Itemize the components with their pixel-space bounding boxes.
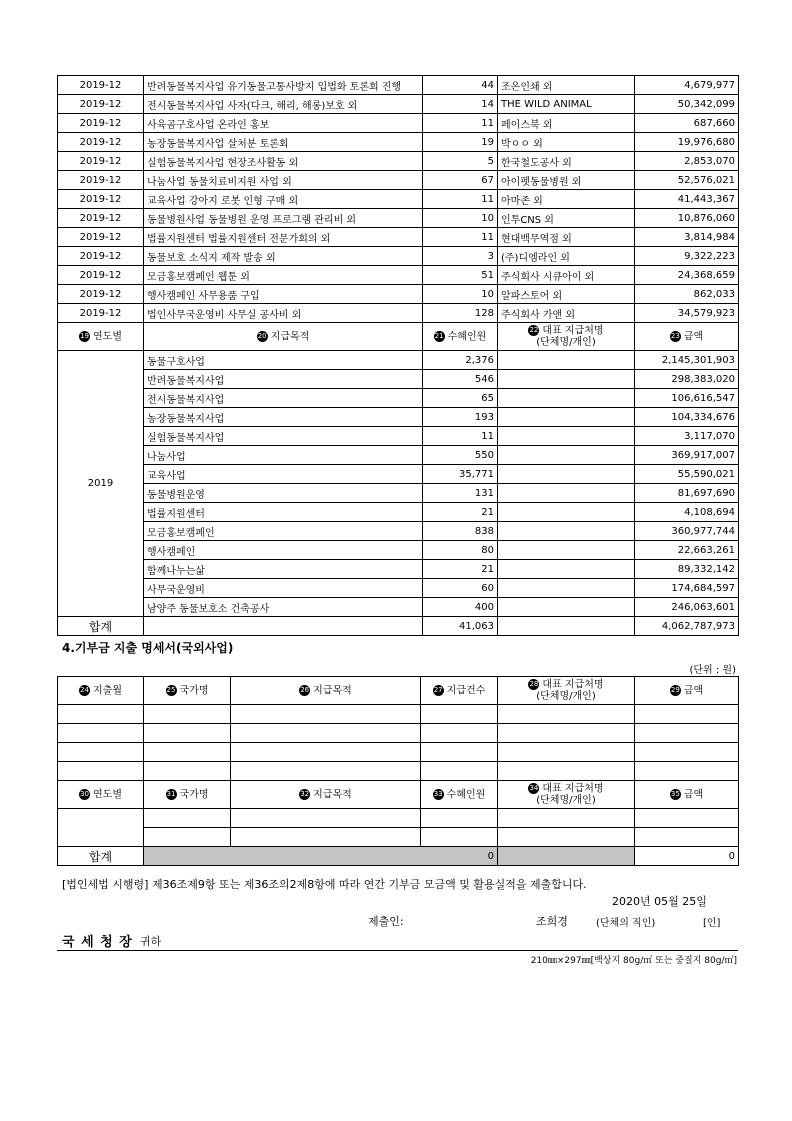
number-badge: 25 xyxy=(166,685,176,694)
domestic-expense-table xyxy=(57,75,739,636)
purpose-cell: 법인사무국운영비 사무실 공사비 외 xyxy=(144,304,423,323)
count-cell: 65 xyxy=(423,389,498,408)
payee-header: 34 대표 지급처명 (단체명/개인) xyxy=(498,781,635,809)
number-badge: 33 xyxy=(433,789,443,798)
purpose-cell: 전시동물복지사업 사자(다크, 해리, 해롱)보호 외 xyxy=(144,95,423,114)
table-row xyxy=(58,304,739,323)
payee-cell: 아이펫동물병원 외 xyxy=(498,171,635,190)
total-amount: 4,062,787,973 xyxy=(635,617,739,636)
month-cell: 2019-12 xyxy=(58,171,144,190)
month-cell: 2019-12 xyxy=(58,228,144,247)
table-row xyxy=(58,408,739,427)
number-badge: 23 xyxy=(670,331,680,340)
purpose-cell: 나눔사업 동물치료비지원 사업 외 xyxy=(144,171,423,190)
table-row xyxy=(58,76,739,95)
empty-row xyxy=(58,705,739,724)
amount-cell: 106,616,547 xyxy=(635,389,739,408)
count-cell: 550 xyxy=(423,446,498,465)
table-row xyxy=(58,427,739,446)
count-cell: 11 xyxy=(423,190,498,209)
section-title: 4.기부금 지출 명세서(국외사업) xyxy=(62,641,234,655)
count-cell: 21 xyxy=(423,503,498,522)
submitter-role: (단체의 직인) xyxy=(596,918,656,929)
count-cell: 35,771 xyxy=(423,465,498,484)
empty-row xyxy=(58,762,739,781)
number-badge: 19 xyxy=(80,331,89,340)
payee-cell xyxy=(498,408,635,427)
total-count: 41,063 xyxy=(423,617,498,636)
table-row xyxy=(58,285,739,304)
count-cell: 5 xyxy=(423,152,498,171)
amount-header: 35 금액 xyxy=(635,781,739,809)
table-row xyxy=(58,247,739,266)
amount-cell: 687,660 xyxy=(635,114,739,133)
year-header-row xyxy=(58,781,739,809)
paper-spec: 210㎜×297㎜[백상지 80g/㎡ 또는 중질지 80g/㎡] xyxy=(530,956,737,966)
total-row xyxy=(58,847,739,866)
month-cell: 2019-12 xyxy=(58,114,144,133)
purpose-cell: 농장동물복지사업 xyxy=(144,408,423,427)
payee-header: 28 대표 지급처명 (단체명/개인) xyxy=(498,677,635,705)
amount-cell: 34,579,923 xyxy=(635,304,739,323)
payee-cell: 주식회사 시큐아이 외 xyxy=(498,266,635,285)
amount-cell: 50,342,099 xyxy=(635,95,739,114)
count-cell: 131 xyxy=(423,484,498,503)
count-cell: 128 xyxy=(423,304,498,323)
table-row xyxy=(58,446,739,465)
count-cell: 14 xyxy=(423,95,498,114)
amount-cell: 9,322,223 xyxy=(635,247,739,266)
count-cell: 51 xyxy=(423,266,498,285)
submission-date: 2020년 05월 25일 xyxy=(612,895,707,908)
month-cell: 2019-12 xyxy=(58,304,144,323)
purpose-cell: 나눔사업 xyxy=(144,446,423,465)
seal-mark: [인] xyxy=(703,918,721,929)
honorific: 귀하 xyxy=(140,935,162,948)
purpose-cell: 교육사업 xyxy=(144,465,423,484)
submitter-label: 제출인: xyxy=(368,915,404,928)
amount-cell: 174,684,597 xyxy=(635,579,739,598)
payee-cell: 한국철도공사 외 xyxy=(498,152,635,171)
count-cell: 21 xyxy=(423,560,498,579)
purpose-cell: 법률지원센터 xyxy=(144,503,423,522)
payee-header: 22 대표 지급처명 (단체명/개인) xyxy=(498,323,635,351)
count-cell: 838 xyxy=(423,522,498,541)
month-cell: 2019-12 xyxy=(58,266,144,285)
purpose-cell: 동물보호 소식지 제작 발송 외 xyxy=(144,247,423,266)
table-row xyxy=(58,503,739,522)
empty-row xyxy=(58,743,739,762)
payee-cell: 현대백무역점 외 xyxy=(498,228,635,247)
purpose-cell: 사무국운영비 xyxy=(144,579,423,598)
table-row xyxy=(58,209,739,228)
month-header: 24 지출월 xyxy=(58,677,144,705)
total-amount: 0 xyxy=(635,847,739,866)
purpose-cell: 남양주 동물보호소 건축공사 xyxy=(144,598,423,617)
purpose-cell: 반려동물복지사업 유기동물고통사방지 입법화 토론회 진행 xyxy=(144,76,423,95)
amount-cell: 22,663,261 xyxy=(635,541,739,560)
country-header: 25 국가명 xyxy=(144,677,231,705)
table-row xyxy=(58,171,739,190)
table-row xyxy=(58,389,739,408)
purpose-cell: 행사캠페인 사무용품 구입 xyxy=(144,285,423,304)
legal-statement: [법인세법 시행령] 제36조제9항 또는 제36조의2제8항에 따라 연간 기부금 모금액 및 활용실적을 제출합니다. xyxy=(62,878,587,891)
count-cell: 19 xyxy=(423,133,498,152)
number-badge: 27 xyxy=(433,685,443,694)
amount-cell: 24,368,659 xyxy=(635,266,739,285)
table-row xyxy=(58,114,739,133)
amount-cell: 3,814,984 xyxy=(635,228,739,247)
country-header: 31 국가명 xyxy=(144,781,231,809)
count-cell: 400 xyxy=(423,598,498,617)
month-cell: 2019-12 xyxy=(58,209,144,228)
amount-header: 23 금액 xyxy=(635,323,739,351)
purpose-cell: 사육곰구호사업 온라인 홍보 xyxy=(144,114,423,133)
number-badge: 31 xyxy=(166,789,176,798)
table-row xyxy=(58,484,739,503)
number-badge: 21 xyxy=(434,331,444,340)
purpose-header: 20 지급목적 xyxy=(144,323,423,351)
payee-cell xyxy=(498,598,635,617)
beneficiaries-header: 33 수혜인원 xyxy=(421,781,498,809)
purpose-cell: 실험동물복지사업 현장조사활동 외 xyxy=(144,152,423,171)
count-cell: 44 xyxy=(423,76,498,95)
unit-label: (단위 : 원) xyxy=(689,665,736,676)
table-row xyxy=(58,152,739,171)
number-badge: 26 xyxy=(300,685,310,694)
number-badge: 34 xyxy=(529,784,539,793)
amount-cell: 862,033 xyxy=(635,285,739,304)
payee-cell: 인투CNS 외 xyxy=(498,209,635,228)
payee-cell xyxy=(498,370,635,389)
count-cell: 193 xyxy=(423,408,498,427)
amount-cell: 52,576,021 xyxy=(635,171,739,190)
table-row xyxy=(58,95,739,114)
table-row xyxy=(58,541,739,560)
payee-cell xyxy=(498,541,635,560)
purpose-cell: 모금홍보캠페인 xyxy=(144,522,423,541)
month-cell: 2019-12 xyxy=(58,190,144,209)
number-badge: 35 xyxy=(670,789,680,798)
year-header: 30 연도별 xyxy=(58,781,144,809)
payee-cell xyxy=(498,446,635,465)
payee-cell xyxy=(498,427,635,446)
table-row xyxy=(58,133,739,152)
amount-cell: 360,977,744 xyxy=(635,522,739,541)
amount-cell: 2,853,070 xyxy=(635,152,739,171)
amount-cell: 81,697,690 xyxy=(635,484,739,503)
year-header: 19 연도별 xyxy=(58,323,144,351)
payee-cell xyxy=(498,503,635,522)
amount-cell: 2,145,301,903 xyxy=(635,351,739,370)
year-cell: 2019 xyxy=(58,351,144,617)
amount-header: 29 금액 xyxy=(635,677,739,705)
amount-cell: 246,063,601 xyxy=(635,598,739,617)
overseas-expense-table xyxy=(57,676,739,866)
amount-cell: 41,443,367 xyxy=(635,190,739,209)
amount-cell: 10,876,060 xyxy=(635,209,739,228)
total-label: 합계 xyxy=(58,847,144,866)
purpose-header: 26 지급목적 xyxy=(231,677,421,705)
count-cell: 10 xyxy=(423,285,498,304)
payee-cell: 박ㅇㅇ 외 xyxy=(498,133,635,152)
total-label: 합계 xyxy=(58,617,144,636)
payee-cell xyxy=(498,522,635,541)
number-badge: 22 xyxy=(529,326,539,335)
number-badge: 24 xyxy=(80,685,89,694)
table-row xyxy=(58,579,739,598)
amount-cell: 19,976,680 xyxy=(635,133,739,152)
month-cell: 2019-12 xyxy=(58,152,144,171)
purpose-cell: 반려동물복지사업 xyxy=(144,370,423,389)
divider xyxy=(57,950,738,951)
empty-row xyxy=(58,828,739,847)
number-badge: 20 xyxy=(257,331,267,340)
month-cell: 2019-12 xyxy=(58,133,144,152)
amount-cell: 4,679,977 xyxy=(635,76,739,95)
count-cell: 11 xyxy=(423,427,498,446)
submitter-name: 조희경 xyxy=(536,915,568,928)
payee-cell xyxy=(498,465,635,484)
table-row xyxy=(58,370,739,389)
empty-row xyxy=(58,724,739,743)
purpose-cell: 동물병원운영 xyxy=(144,484,423,503)
amount-cell: 55,590,021 xyxy=(635,465,739,484)
amount-cell: 104,334,676 xyxy=(635,408,739,427)
count-cell: 80 xyxy=(423,541,498,560)
table-row xyxy=(58,266,739,285)
month-cell: 2019-12 xyxy=(58,95,144,114)
total-row xyxy=(58,617,739,636)
purpose-cell: 모금홍보캠페인 웹툰 외 xyxy=(144,266,423,285)
payee-cell xyxy=(498,579,635,598)
payee-cell xyxy=(498,484,635,503)
count-cell: 11 xyxy=(423,114,498,133)
table-row xyxy=(58,560,739,579)
amount-cell: 298,383,020 xyxy=(635,370,739,389)
year-header-row xyxy=(58,323,739,351)
purpose-header: 32 지급목적 xyxy=(231,781,421,809)
number-badge: 32 xyxy=(300,789,310,798)
table-row xyxy=(58,465,739,484)
payee-cell: 알파스토어 외 xyxy=(498,285,635,304)
table-row xyxy=(58,351,739,370)
payee-cell xyxy=(498,351,635,370)
payee-cell: 아마존 외 xyxy=(498,190,635,209)
purpose-cell: 교육사업 강아지 로봇 인형 구매 외 xyxy=(144,190,423,209)
payee-cell: 조은인쇄 외 xyxy=(498,76,635,95)
table-row xyxy=(58,190,739,209)
purpose-cell: 법률지원센터 법률지원센터 전문가회의 외 xyxy=(144,228,423,247)
purpose-cell: 함께나누는삶 xyxy=(144,560,423,579)
month-header-row xyxy=(58,677,739,705)
count-header: 27 지급건수 xyxy=(421,677,498,705)
payee-cell: (주)디엠라인 외 xyxy=(498,247,635,266)
amount-cell: 4,108,694 xyxy=(635,503,739,522)
count-cell: 10 xyxy=(423,209,498,228)
payee-cell xyxy=(498,389,635,408)
payee-cell: 페이스북 외 xyxy=(498,114,635,133)
table-row xyxy=(58,522,739,541)
purpose-cell: 동물구호사업 xyxy=(144,351,423,370)
month-cell: 2019-12 xyxy=(58,247,144,266)
empty-row xyxy=(58,809,739,828)
count-cell: 67 xyxy=(423,171,498,190)
amount-cell: 89,332,142 xyxy=(635,560,739,579)
total-count: 0 xyxy=(144,847,498,866)
count-cell: 546 xyxy=(423,370,498,389)
purpose-cell: 행사캠페인 xyxy=(144,541,423,560)
amount-cell: 3,117,070 xyxy=(635,427,739,446)
month-cell: 2019-12 xyxy=(58,285,144,304)
count-cell: 60 xyxy=(423,579,498,598)
recipient: 국 세 청 장 xyxy=(62,935,133,950)
count-cell: 2,376 xyxy=(423,351,498,370)
amount-cell: 369,917,007 xyxy=(635,446,739,465)
count-cell: 11 xyxy=(423,228,498,247)
number-badge: 28 xyxy=(529,680,539,689)
table-row xyxy=(58,228,739,247)
purpose-cell: 실험동물복지사업 xyxy=(144,427,423,446)
payee-cell: 주식회사 가앤 외 xyxy=(498,304,635,323)
purpose-cell: 동물병원사업 동물병원 운영 프로그램 관리비 외 xyxy=(144,209,423,228)
purpose-cell: 농장동물복지사업 살처분 토론회 xyxy=(144,133,423,152)
number-badge: 30 xyxy=(80,789,89,798)
payee-cell xyxy=(498,560,635,579)
month-cell: 2019-12 xyxy=(58,76,144,95)
payee-cell: THE WILD ANIMAL xyxy=(498,95,635,114)
table-row xyxy=(58,598,739,617)
count-cell: 3 xyxy=(423,247,498,266)
number-badge: 29 xyxy=(670,685,680,694)
beneficiaries-header: 21 수혜인원 xyxy=(423,323,498,351)
purpose-cell: 전시동물복지사업 xyxy=(144,389,423,408)
